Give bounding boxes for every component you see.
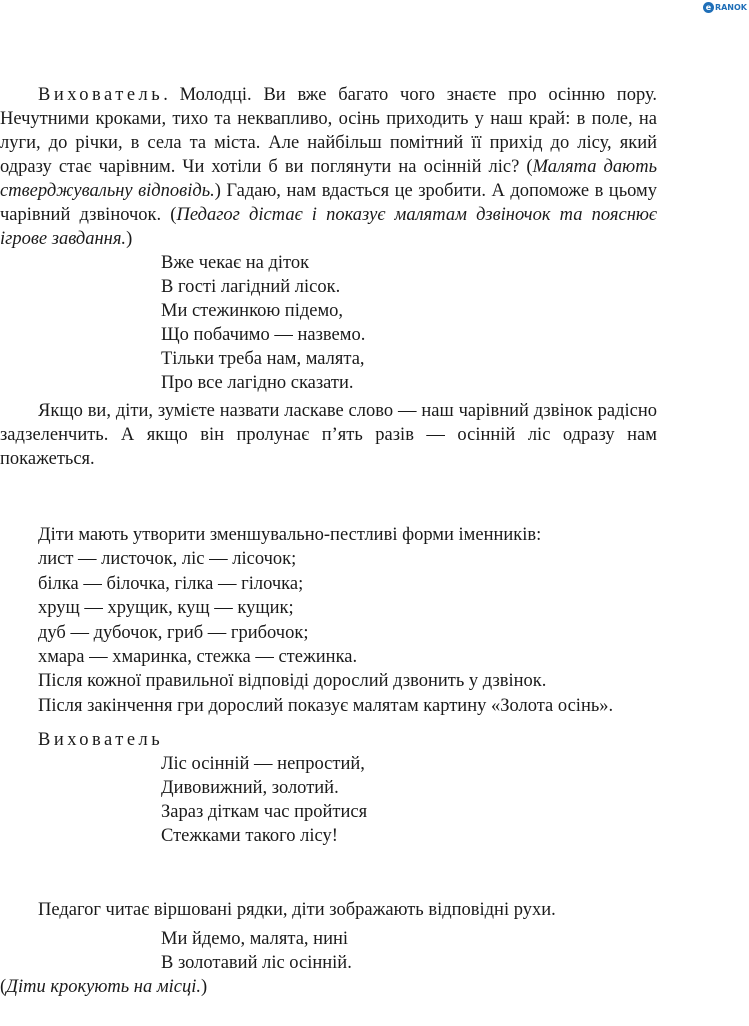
- verse-block-2: [0, 752, 657, 848]
- verse-line: Зараз діткам час пройтися: [161, 802, 368, 823]
- speaker-block-2: [0, 728, 657, 848]
- verse-block-1: [0, 251, 657, 395]
- bell-rule: Після кожної правильної відповіді дорослий дзвонить у дзвінок.: [38, 671, 547, 692]
- verse-line: Про все лагідно сказати.: [161, 373, 354, 393]
- example-line: лист — листочок, ліс — лісочок;: [38, 549, 297, 570]
- speaker-heading: [0, 728, 657, 752]
- verse-line: Ліс осінній — непростий,: [161, 754, 365, 775]
- speaker-label: Вихователь: [38, 85, 164, 105]
- task-intro: Діти мають утворити зменшувально-пестливі форми іменників:: [38, 525, 542, 545]
- verse-line: Тільки треба нам, малята,: [161, 349, 365, 369]
- intro-text-2: ) Гадаю, нам вдасться це зробити. А допоможе в цьому чарівний дзвіночок. (: [0, 181, 658, 225]
- stage-direction: Діти крокують на місці.: [6, 976, 202, 997]
- verse-line: Що побачимо — назвемо.: [161, 325, 366, 345]
- verse-line: Ми йдемо, малята, нині: [161, 928, 349, 949]
- example-line: білка — білочка, гілка — гілочка;: [38, 573, 304, 594]
- verse-line: Вже чекає на діток: [161, 253, 310, 273]
- picture-instruction: Після закінчення гри дорослий показує малятам картину «Золота осінь».: [38, 695, 614, 716]
- intro-text: . Молодці. Ви вже багато чого знаєте про осінню пору. Нечутними кроками, тихо та неквапливо, осінь приходить у наш край: в поле, на луги, до річки, в села та міста. Але найбільш помітний її прихід до лісу, який одразу стає чарівним. Чи хотіли б ви поглянути на осінній ліс? (: [0, 85, 657, 177]
- publisher-logo: [703, 2, 747, 13]
- intro-text-3: ): [126, 229, 133, 249]
- speaker-label: Вихователь: [38, 729, 164, 750]
- example-line: хрущ — хрущик, кущ — кущик;: [38, 598, 294, 619]
- movement-note: (Діти крокують на місці.): [0, 976, 208, 997]
- verse-block-3: [0, 927, 657, 975]
- example-line: дуб — дубочок, гриб — грибочок;: [38, 622, 309, 643]
- intro-paragraph: [0, 83, 657, 251]
- stage-direction: Малята дають стверджувальну відповідь.: [0, 157, 657, 201]
- movement-block: [0, 898, 657, 999]
- example-line: хмара — хмаринка, стежка — стежинка.: [38, 647, 358, 668]
- document-page: [0, 83, 657, 999]
- publisher-logo-text: RANOK: [714, 3, 747, 12]
- verse-line: Стежками такого лісу!: [161, 826, 338, 847]
- verse-line: Ми стежинкою підемо,: [161, 301, 344, 321]
- task-block: [0, 523, 657, 718]
- stage-direction-2: Педагог дістає і показує малятам дзвіночок та пояснює ігрове завдання.: [0, 205, 657, 249]
- verse-line: В золотавий ліс осінній.: [161, 952, 352, 973]
- verse-line: Дивовижний, золотий.: [161, 778, 339, 799]
- movement-intro: Педагог читає віршовані рядки, діти зображають відповідні рухи.: [38, 900, 556, 921]
- publisher-logo-mark: e: [703, 2, 714, 13]
- bell-paragraph: Якщо ви, діти, зумієте назвати ласкаве слово — наш чарівний дзвінок радісно задзеленчить. А якщо він пролунає п’ять разів — осінній ліс одразу нам покажеться.: [0, 401, 657, 469]
- verse-line: В гості лагідний лісок.: [161, 277, 341, 297]
